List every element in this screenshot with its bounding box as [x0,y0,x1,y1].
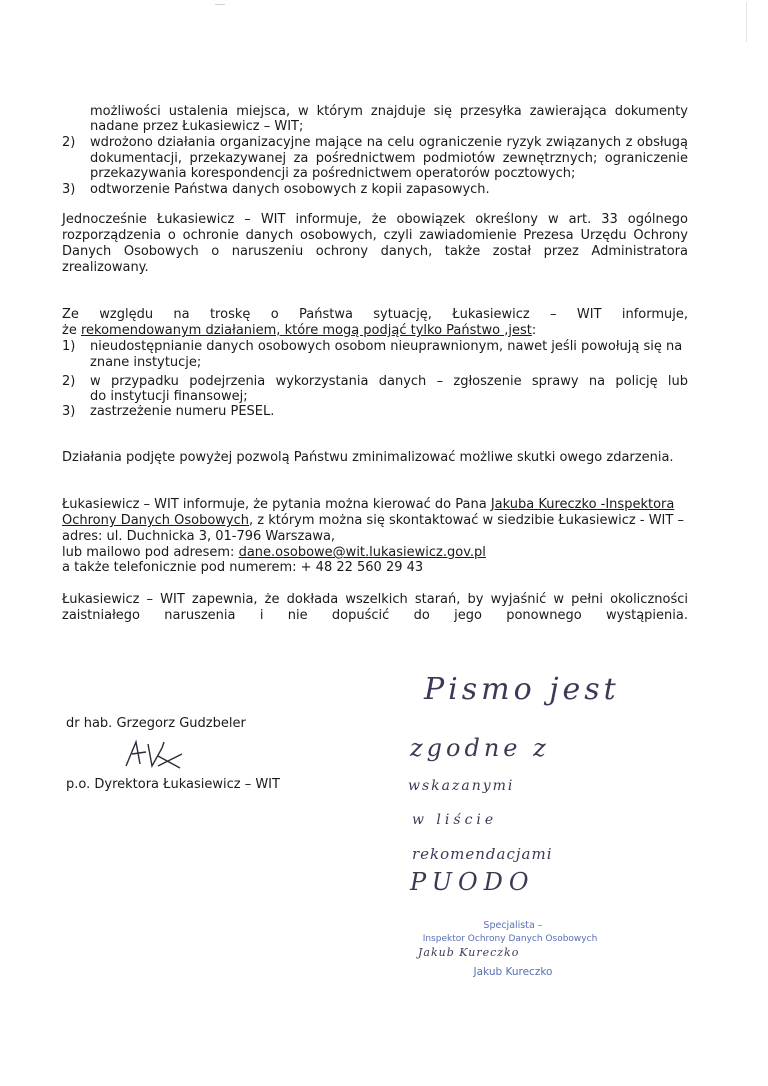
handwritten-note-line: rekomendacjami [412,845,553,863]
list-number: 3) [62,182,76,197]
paragraph-line: zrealizowany. [62,260,149,275]
text-fragment: Łukasiewicz – WIT informuje, że pytania można kierować do Pana [62,497,491,512]
inspector-title-link: Ochrony Danych Osobowych [62,513,250,528]
handwritten-note-line: Pismo jest [424,672,620,707]
intro-line: nadane przez Łukasiewicz – WIT; [90,119,304,134]
list-item-line: znane instytucje; [90,355,202,370]
list-number: 2) [62,135,76,150]
handwritten-note-line: PUODO [410,868,535,896]
contact-line: adres: ul. Duchnicka 3, 01-796 Warszawa, [62,529,336,544]
director-signature [118,736,188,776]
closing-line: zaistniałego naruszenia i nie dopuścić do jego ponownego wystąpienia. [62,608,688,623]
inspector-name-link: Jakuba Kureczko -Inspektora [490,497,675,512]
list-item-line: wdrożono działania organizacyjne mające na celu ograniczenie ryzyk związanych z obsługą [90,135,688,150]
paragraph-line [62,323,536,339]
list-item-line: odtworzenie Państwa danych osobowych z kopii zapasowych. [90,182,490,197]
list-number: 2) [62,374,76,389]
paragraph-line: Danych Osobowych o naruszeniu ochrony danych, także został przez Administratora [62,244,688,259]
signatory-title: p.o. Dyrektora Łukasiewicz – WIT [66,777,280,792]
handwritten-note-line: wskazanymi [408,778,515,794]
list-number: 1) [62,339,76,354]
intro-line: możliwości ustalenia miejsca, w którym znajduje się przesyłka zawierająca dokumenty [90,104,688,119]
paragraph-line: Ze względu na troskę o Państwa sytuację, Łukasiewicz – WIT informuje, [62,307,688,322]
contact-line [62,513,684,529]
list-item-line: zastrzeżenie numeru PESEL. [90,404,275,419]
paragraph-line: Jednocześnie Łukasiewicz – WIT informuje, że obowiązek określony w art. 33 ogólnego [62,212,688,227]
contact-line [62,545,486,561]
stamp-name: Jakub Kureczko [473,966,553,978]
contact-line: a także telefonicznie pod numerem: + 48 22 560 29 43 [62,560,424,575]
list-item-line: do instytucji finansowej; [90,389,248,404]
paragraph-line: Działania podjęte powyżej pozwolą Państwu zminimalizować możliwe skutki owego zdarzenia. [62,450,674,465]
stamp-role: Inspektor Ochrony Danych Osobowych [422,934,598,944]
handwritten-note-line: w liście [412,812,498,828]
stamp-title: Specjalista – [483,920,543,931]
stamp-signature: Jakub Kureczko [418,946,520,959]
signatory-name: dr hab. Grzegorz Gudzbeler [66,716,246,731]
text-fragment: że [62,323,81,338]
email-link[interactable]: dane.osobowe@wit.lukasiewicz.gov.pl [238,545,486,560]
scan-artifact [746,2,747,42]
scan-artifact [215,4,225,5]
list-number: 3) [62,404,76,419]
text-fragment: , z którym można się skontaktować w siedzibie Łukasiewicz - WIT – [249,513,684,528]
list-item-line: dokumentacji, przekazywanej za pośrednictwem podmiotów zewnętrznych; ograniczenie [90,151,688,166]
handwritten-note-line: zgodne z [410,734,550,762]
list-item-line: w przypadku podejrzenia wykorzystania danych – zgłoszenie sprawy na policję lub [90,374,688,389]
list-item-line: przekazywania korespondencji za pośrednictwem operatorów pocztowych; [90,166,576,181]
list-item-line: nieudostępnianie danych osobowych osobom nieuprawnionym, nawet jeśli powołują się na [90,339,683,354]
text-fragment: lub mailowo pod adresem: [62,545,239,560]
paragraph-line: rozporządzenia o ochronie danych osobowych, czyli zawiadomienie Prezesa Urzędu Ochrony [62,228,688,243]
underlined-text: rekomendowanym działaniem, które mogą podjąć tylko Państwo ,jest [80,323,532,338]
closing-line: Łukasiewicz – WIT zapewnia, że dokłada wszelkich starań, by wyjaśnić w pełni okoliczności [62,592,688,607]
text-fragment: : [531,323,537,338]
contact-line [62,497,674,513]
